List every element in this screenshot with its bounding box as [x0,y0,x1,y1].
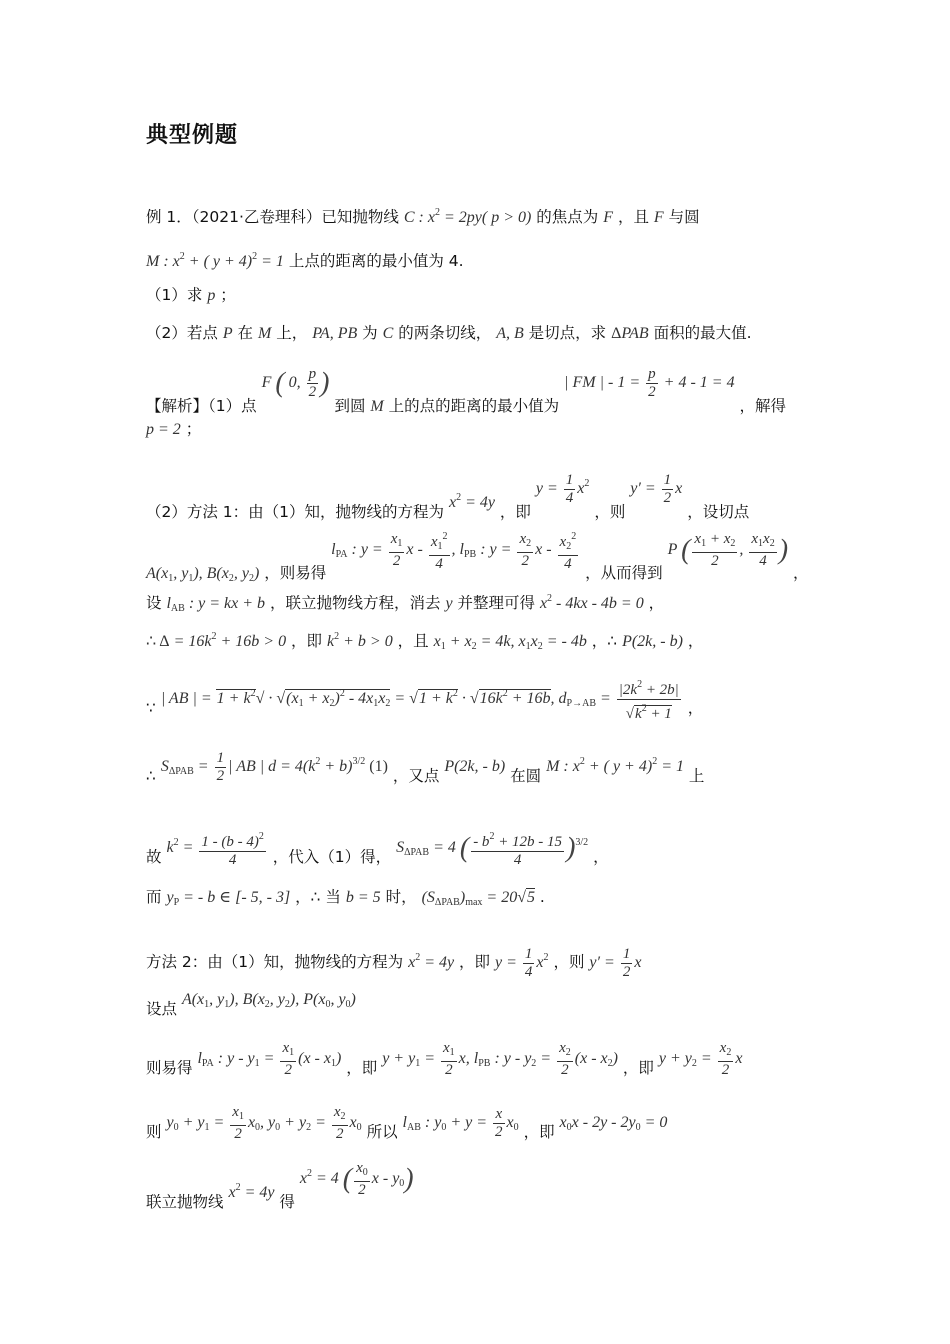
solution-text: ，代入（1）得， [272,848,392,867]
solution-text: ， [648,594,665,612]
math-y-quarter: y = $\frac{1}{4}$ $x^2$ [535,472,590,506]
solution-text: ； [185,420,202,438]
solution-text: 上 [688,767,705,786]
solution-text: 在圆 [510,767,542,786]
question-text: 上， [276,324,308,342]
math-points-AB: $A(x_1$, $y_1$), $B(x_2$, $y_2$) [146,565,260,585]
solution-line-5 [146,626,703,658]
solution-text: ∴ [146,767,156,786]
method2-line-2 [146,988,356,1020]
method2-line-1 [146,946,641,981]
math-x2-4y: $x^2 = 4y$ [228,1182,275,1202]
math-P-coords: P(2k, - b) [444,758,506,776]
solution-text: 【解析】（1）点 [146,397,257,416]
solution-line-2 [146,472,749,523]
solution-text: 方法 2：由（1）知，抛物线的方程为 [146,953,404,972]
math-line-AB: $l_{AB}$ : y = kx + b [166,595,266,614]
solution-line-1b [146,418,201,441]
math-tangents-4: $y + y_2$ = $\frac{x_2}{2}$ x [658,1040,743,1078]
math-point-P: P ( $\frac{x_1 + x_2}{2}$ , $\frac{x_1x_2}{4}$ ) [667,531,789,569]
question-text: 为 [362,324,378,342]
solution-text: ， [593,848,609,867]
math-A-B: A, B [496,325,524,342]
question-text: 面积的最大值. [653,324,752,342]
solution-text: ，即 [346,1059,378,1078]
solution-text: ，即 [622,1059,654,1078]
solution-text: ，且 [397,632,429,650]
math-area: $S_{\Delta PAB}$ = $\frac{1}{2}$ | AB | $d = 4(k^2 + b)^{3/2}$ (1) [160,750,388,784]
math-p-value: p = 2 [146,421,181,438]
method2-line-5 [146,1160,414,1213]
solution-text: 则 [146,1123,162,1142]
math-P-coords: P(2k, - b) [622,633,683,650]
solution-text: 时， [385,888,417,906]
solution-text: 上的点的距离的最小值为 [388,397,560,416]
math-circle: M : $x^2$ + ( y + 4)$^2$ = 1 [546,756,684,776]
method2-line-3 [146,1040,742,1079]
math-circle: M : $x^2$ + ( y + 4)$^2$ = 1 [146,251,284,270]
solution-text: ， [687,632,704,650]
math-C: C [382,325,394,342]
question-1 [146,284,236,307]
solution-text: ，即 [523,1123,555,1142]
math-M: M [370,398,384,416]
solution-text: ，又点 [392,767,440,786]
math-tangent-lines: $l_{PA}$ : y = $\frac{x_1}{2}$ x - $\frac{x_1^2}{4}$ , $l_{PB}$ : y = $\frac{x_2}{2}$ x - $\frac{x_2^2}{4}$ [331,528,580,573]
solution-text: ， [792,564,809,583]
example-text: 例 1．（2021·乙卷理科）已知抛物线 [146,208,399,226]
method2-line-4 [146,1104,667,1143]
solution-text: 并整理可得 [457,594,535,612]
math-through-P: $y_0 + y_1$ = $\frac{x_1}{2}$ $x_0$, $y_0 + y_2$ = $\frac{x_2}{2}$ $x_0$ [166,1104,362,1142]
solution-text: ， [687,699,704,718]
example-text: 与圆 [668,208,700,226]
solution-text: ，∴ [591,632,618,650]
question-text: 在 [237,324,254,342]
math-derivative: y′ = $\frac{1}{2}$ x [630,472,683,506]
solution-text: 设点 [146,1000,178,1018]
solution-text: ∵ [146,699,156,718]
solution-text: ，设切点 [687,503,750,522]
math-derivative: y′ = $\frac{1}{2}$ x [589,946,642,980]
solution-line-1 [146,366,786,418]
solution-text: ，联立抛物线方程，消去 [269,594,441,612]
math-b-value: b = 5 [345,889,381,906]
math-tangents-3: $y + y_1$ = $\frac{x_1}{2}$ x, $l_{PB}$ : y - $y_2$ = $\frac{x_2}{2}$ $(x - x_2)$ [382,1040,618,1078]
solution-text: 故 [146,848,162,867]
math-triangle: ΔPAB [611,325,649,342]
math-area-b: $S_{\Delta PAB} = 4$ ( $\frac{- b^2 + 12b - 15}{4}$ )$^{3/2}$ [396,839,588,856]
math-max-area: $(S_{\Delta PAB})_{max} = 20√5$ [421,889,535,908]
math-condition: $k^2 + b > 0$ [326,631,393,650]
math-discriminant: ∴ $\Delta = 16k^2 + 16b > 0$ [146,631,287,650]
solution-text: （2）方法 1：由（1）知，抛物线的方程为 [146,503,445,522]
question-text: 的两条切线， [398,324,492,342]
math-y-quarter: y = $\frac{1}{4}$ $x^2$ [495,946,549,980]
solution-line-8 [146,828,609,869]
math-line-AB-3: $x_0x - 2y - 2y_0 = 0$ [559,1114,668,1134]
example-text: ，且 [617,208,649,226]
math-k-squared: $k^2$ = $\frac{1 - (b - 4)^2}{4}$ [166,839,267,856]
solution-text: 而 [146,888,162,906]
question-text: （2）若点 [146,324,218,342]
math-tangents-2: $l_{PA}$ : y - $y_1$ = $\frac{x_1}{2}$ $(x - x_1)$ [197,1040,342,1078]
math-M: M [257,325,272,342]
solution-text: ，解得 [739,397,787,416]
solution-line-7 [146,750,704,787]
example-line-1 [146,202,700,229]
math-x2-4y: $x^2 = 4y$ [448,492,495,512]
solution-text: ，即 [291,632,323,650]
math-quadratic: $x^2 - 4kx - 4b = 0$ [539,593,644,612]
solution-text: ，则 [594,503,626,522]
solution-text: ，即 [499,503,531,522]
math-F: F [603,209,613,226]
math-PA-PB: PA, PB [312,325,358,342]
math-line-AB-2: $l_{AB}$ : $y_0 + y$ = $\frac{x}{2}$ $x_0$ [402,1106,519,1140]
solution-text: . [539,888,545,906]
question-text: ； [220,286,236,304]
math-F: F [653,209,664,226]
math-P: P [222,325,233,342]
solution-text: ，则 [553,953,585,972]
example-line-2 [146,246,464,273]
math-yp-range: $y_P$ = - b ∈ [- 5, - 3] [166,889,291,908]
solution-text: ，则易得 [264,564,327,583]
math-vieta: $x_1 + x_2 = 4k$, $x_1x_2$ = - 4b [433,633,587,652]
example-text: 上点的距离的最小值为 4. [288,252,464,270]
solution-line-3 [146,528,809,590]
math-x2-4y: $x^2 = 4y$ [408,952,455,972]
math-substitution: $x^2 = 4$ ( $\frac{x_0}{2}$ x - $y_0$) [299,1160,414,1198]
example-text: 的焦点为 [536,208,599,226]
solution-text: ，∴ 当 [295,888,341,906]
solution-text: 则易得 [146,1059,193,1078]
solution-text: 所以 [366,1123,398,1142]
math-points-ABP: $A(x_1$, $y_1$), $B(x_2$, $y_2$), $P(x_0$, $y_0$) [181,991,356,1010]
solution-text: ，即 [459,953,491,972]
solution-text: 设 [146,594,162,612]
math-distance: | FM | - 1 = $\frac{p}{2}$ + 4 - 1 = 4 [564,366,735,400]
math-parabola: C : $x^2 = 2py$( p > 0) [403,207,532,226]
math-y: y [445,595,453,612]
solution-line-4 [146,588,664,620]
math-focus: F ( 0, $\frac{p}{2}$ ) [261,366,330,400]
question-text: 是切点，求 [528,324,607,342]
solution-text: 到圆 [334,397,366,416]
math-chord-length: | AB | = $1 + k^2√ \cdot √(x_1 + x_2)^2 - 4x_1x_2 = √1 + k^2 \cdot √16k^2 + 16b$, $d_{P\to AB}$ = $\frac{|2k^2 + 2b|}{√k^2 + 1}$ [161,690,683,707]
section-heading: 典型例题 [146,123,239,148]
question-2 [146,322,752,345]
question-text: （1）求 [146,286,203,304]
solution-text: 联立抛物线 [146,1193,224,1212]
solution-line-6 [146,676,703,723]
solution-line-9 [146,886,545,914]
solution-text: ，从而得到 [585,564,663,583]
math-p: p [207,287,216,304]
solution-text: 得 [279,1193,295,1212]
